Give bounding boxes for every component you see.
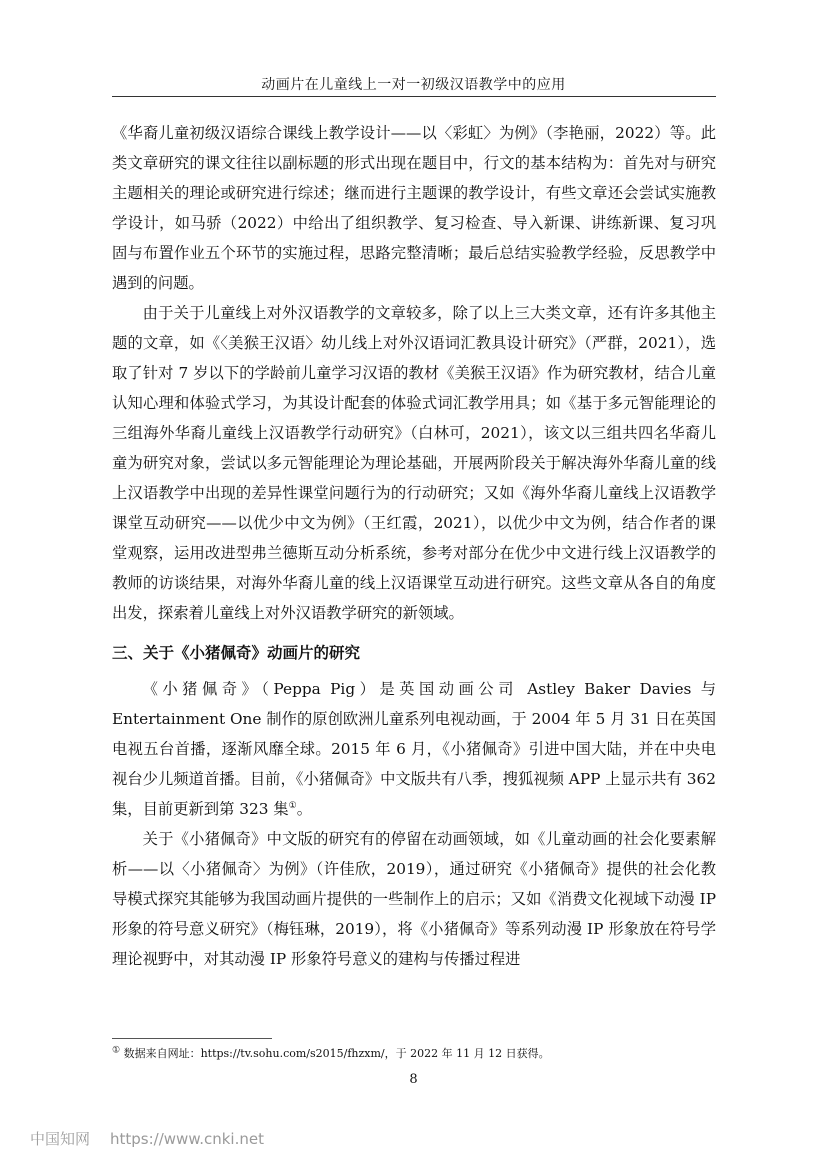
- paragraph-3-text: 《小猪佩奇》（Peppa Pig）是英国动画公司 Astley Baker Davies 与 Entertainment One 制作的原创欧洲儿童系列电视动画，于 2004 年 5 月 31 日在英国电视五台首播，逐渐风靡全球。2015 年 6 月，《小猪佩奇》引进中国大陆，并在中央电视台少儿频道首播。目前，《小猪佩奇》中文版共有八季，搜狐视频 APP 上显示共有 362 集，目前更新到第 323 集: [112, 680, 716, 818]
- cnki-watermark: [30, 1128, 264, 1149]
- footnote-mark: ①: [112, 1045, 121, 1056]
- page-number: 8: [409, 1072, 418, 1087]
- watermark-brand: 中国知网: [30, 1130, 91, 1148]
- header-rule: [112, 96, 716, 97]
- page-body: [112, 118, 716, 974]
- footnote: [112, 1046, 716, 1062]
- footnote-text: 数据来自网址：https://tv.sohu.com/s2015/fhzxm/，于 2022 年 11 月 12 日获得。: [120, 1047, 550, 1060]
- paragraph-4: 关于《小猪佩奇》中文版的研究有的停留在动画领域，如《儿童动画的社会化要素解析——以〈小猪佩奇〉为例》（许佳欣，2019），通过研究《小猪佩奇》提供的社会化教导模式探究其能够为我国动画片提供的一些制作上的启示；又如《消费文化视域下动漫 IP 形象的符号意义研究》（梅钰琳，2019），将《小猪佩奇》等系列动漫 IP 形象放在符号学理论视野中，对其动漫 IP 形象符号意义的建构与传播过程进: [112, 830, 716, 968]
- running-head: 动画片在儿童线上一对一初级汉语教学中的应用: [261, 77, 566, 93]
- paragraph-2: 由于关于儿童线上对外汉语教学的文章较多，除了以上三大类文章，还有许多其他主题的文章，如《〈美猴王汉语〉幼儿线上对外汉语词汇教具设计研究》（严群，2021），选取了针对 7 岁以下的学龄前儿童学习汉语的教材《美猴王汉语》作为研究教材，结合儿童认知心理和体验式学习，为其设计配套的体验式词汇教学用具；如《基于多元智能理论的三组海外华裔儿童线上汉语教学行动研究》（白林可，2021），该文以三组共四名华裔儿童为研究对象，尝试以多元智能理论为理论基础，开展两阶段关于解决海外华裔儿童的线上汉语教学中出现的差异性课堂问题行为的行动研究；又如《海外华裔儿童线上汉语教学课堂互动研究——以优少中文为例》（王红霞，2021），以优少中文为例，结合作者的课堂观察，运用改进型弗兰德斯互动分析系统，参考对部分在优少中文进行线上汉语教学的教师的访谈结果，对海外华裔儿童的线上汉语课堂互动进行研究。这些文章从各自的角度出发，探索着儿童线上对外汉语教学研究的新领域。: [112, 304, 716, 622]
- footnote-rule: [112, 1038, 272, 1039]
- paragraph-1: 《华裔儿童初级汉语综合课线上教学设计——以〈彩虹〉为例》（李艳丽，2022）等。此类文章研究的课文往往以副标题的形式出现在题目中，行文的基本结构为：首先对与研究主题相关的理论或研究进行综述；继而进行主题课的教学设计，有些文章还会尝试实施教学设计，如马骄（2022）中给出了组织教学、复习检查、导入新课、讲练新课、复习巩固与布置作业五个环节的实施过程，思路完整清晰；最后总结实验教学经验，反思教学中遇到的问题。: [112, 124, 716, 292]
- watermark-url[interactable]: https://www.cnki.net: [110, 1130, 264, 1148]
- paragraph-3: [112, 674, 716, 824]
- paragraph-3-end: 。: [296, 800, 312, 818]
- footnote-reference[interactable]: ①: [288, 800, 297, 811]
- section-heading: 三、关于《小猪佩奇》动画片的研究: [112, 644, 361, 662]
